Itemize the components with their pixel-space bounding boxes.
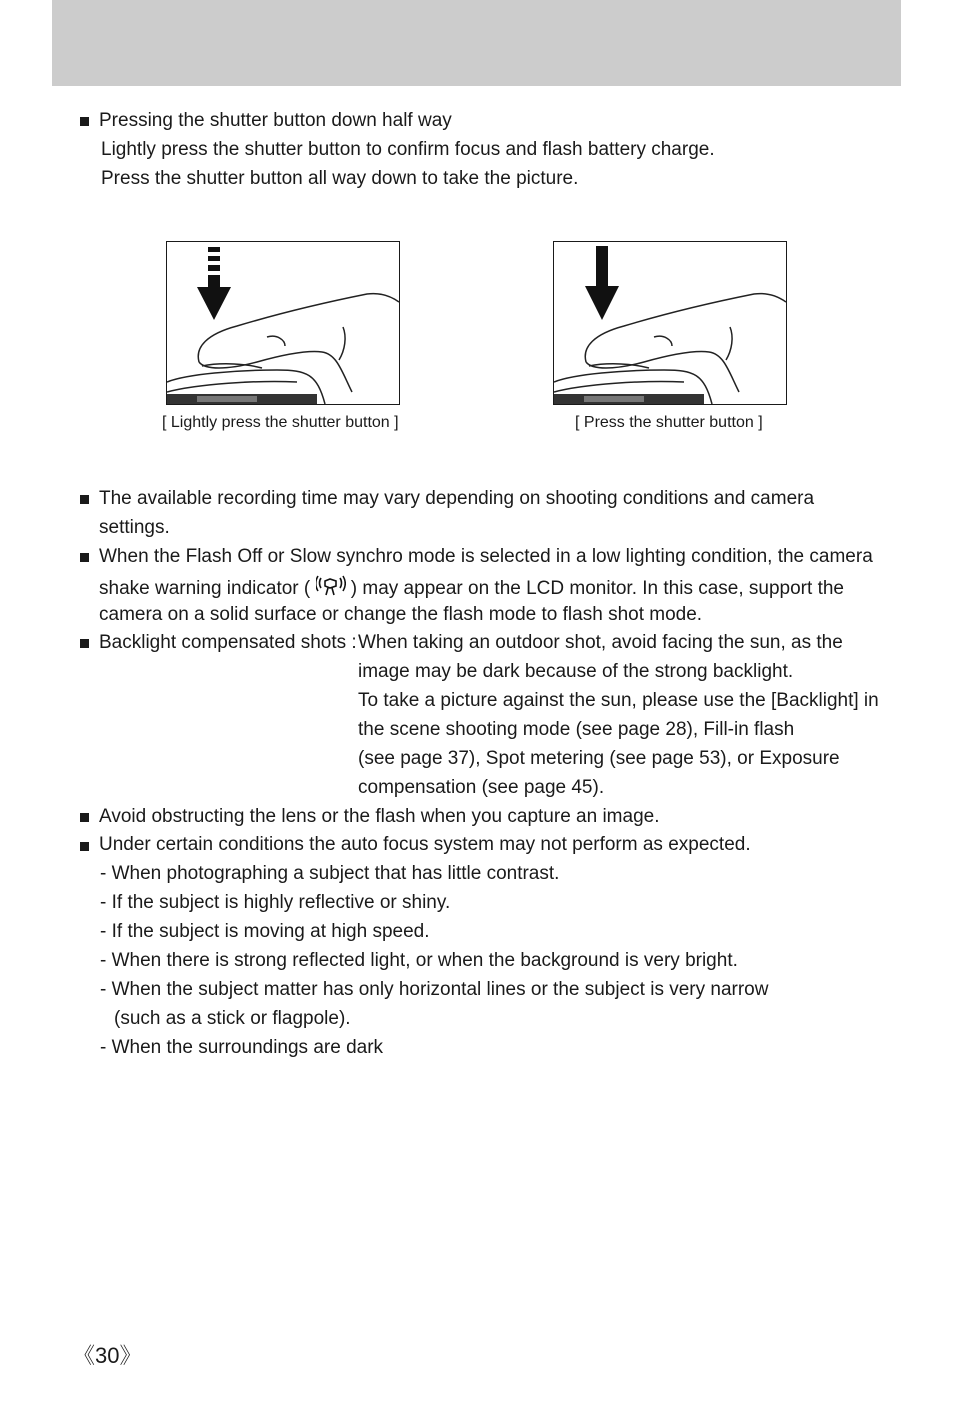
note-text: shake warning indicator ( [99, 578, 316, 599]
note-text: The available recording time may vary depending on shooting conditions and camera [99, 488, 815, 509]
dashed-down-arrow-icon [197, 247, 231, 320]
figure-half-press [166, 241, 400, 405]
note-label: Backlight compensated shots : [99, 632, 357, 653]
note-text: the scene shooting mode (see page 28), Fill-in flash [358, 719, 795, 740]
section-line: Lightly press the shutter button to confirm focus and flash battery charge. [101, 139, 715, 160]
note-text: When the Flash Off or Slow synchro mode is selected in a low lighting condition, the camera [99, 546, 873, 567]
square-bullet-icon [80, 813, 89, 822]
solid-down-arrow-icon [585, 246, 619, 320]
square-bullet-icon [80, 842, 89, 851]
square-bullet-icon [80, 495, 89, 504]
square-bullet-icon [80, 117, 89, 126]
note-text: settings. [99, 517, 170, 538]
note-text: camera on a solid surface or change the flash mode to flash shot mode. [99, 604, 703, 625]
dash-item: - If the subject is moving at high speed. [100, 921, 430, 942]
note-text: ) may appear on the LCD monitor. In this case, support the [345, 578, 844, 599]
page-number: 《30》 [73, 1343, 142, 1368]
square-bullet-icon [80, 639, 89, 648]
figure-full-press [553, 241, 787, 405]
dash-item: (such as a stick or flagpole). [114, 1008, 351, 1029]
dash-item: - When the subject matter has only horizontal lines or the subject is very narrow [100, 979, 769, 1000]
dash-item: - When the surroundings are dark [100, 1037, 384, 1058]
finger-illustration [167, 294, 399, 404]
note-text: image may be dark because of the strong backlight. [358, 661, 794, 682]
section-title: Pressing the shutter button down half way [99, 110, 452, 131]
note-text: compensation (see page 45). [358, 777, 605, 798]
dash-item: - When there is strong reflected light, or when the background is very bright. [100, 950, 738, 971]
note-text: When taking an outdoor shot, avoid facing the sun, as the [358, 632, 843, 653]
finger-illustration [554, 294, 786, 404]
camera-shake-warning-icon [316, 574, 346, 598]
square-bullet-icon [80, 553, 89, 562]
dash-item: - If the subject is highly reflective or shiny. [100, 892, 451, 913]
section-line: Press the shutter button all way down to take the picture. [101, 168, 579, 189]
note-text-with-icon [99, 574, 844, 601]
note-text: (see page 37), Spot metering (see page 53), or Exposure [358, 748, 840, 769]
note-text: To take a picture against the sun, please use the [Backlight] in [358, 690, 879, 711]
figure-caption: [ Press the shutter button ] [575, 414, 763, 431]
note-text: Avoid obstructing the lens or the flash when you capture an image. [99, 806, 660, 827]
dash-item: - When photographing a subject that has little contrast. [100, 863, 560, 884]
note-text: Under certain conditions the auto focus system may not perform as expected. [99, 834, 751, 855]
figure-caption: [ Lightly press the shutter button ] [162, 414, 399, 431]
header-band [52, 0, 901, 86]
